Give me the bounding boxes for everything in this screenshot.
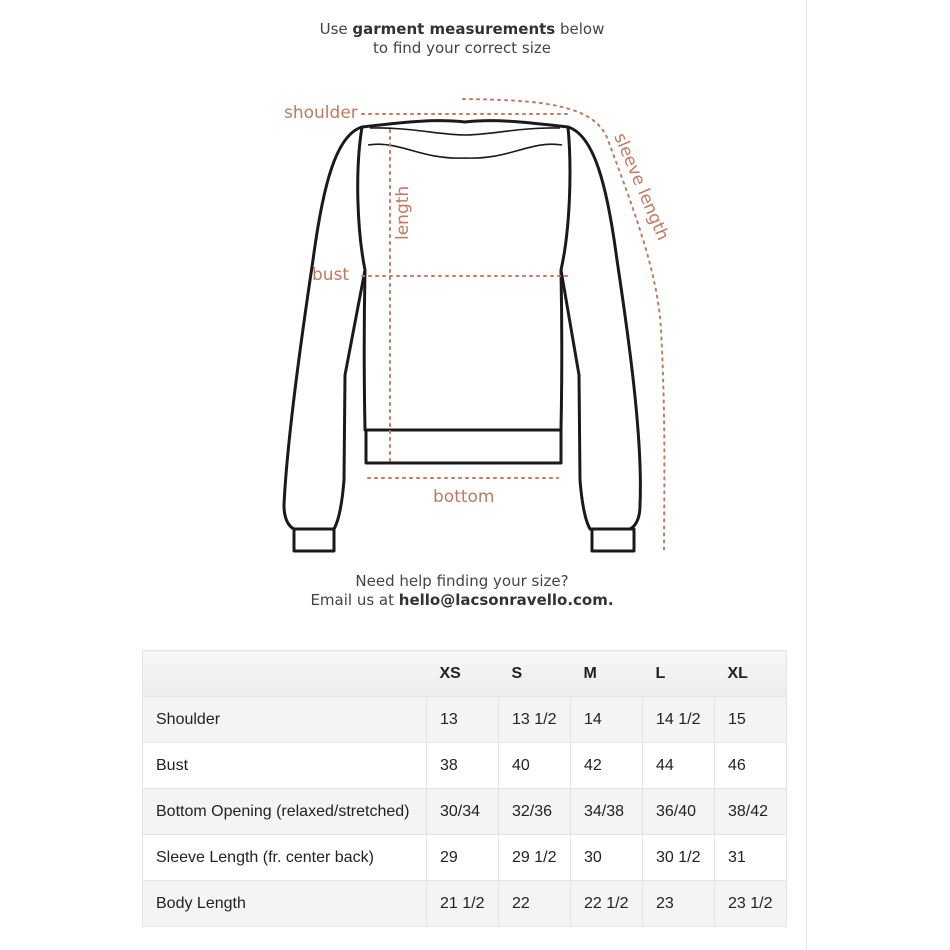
cell-value: 14 1/2 xyxy=(643,697,715,743)
cell-value: 30 1/2 xyxy=(643,835,715,881)
left-sleeve xyxy=(284,127,365,529)
shoulder-label: shoulder xyxy=(284,103,358,123)
size-header-l: L xyxy=(643,651,715,697)
bottom-band xyxy=(366,430,561,463)
cell-value: 46 xyxy=(715,743,787,789)
help-line-1: Need help finding your size? xyxy=(355,572,569,590)
intro-line-2: to find your correct size xyxy=(373,39,551,57)
size-header-row xyxy=(143,651,787,697)
table-row xyxy=(143,743,787,789)
cell-value: 13 xyxy=(427,697,499,743)
cell-value: 40 xyxy=(499,743,571,789)
cell-value: 30/34 xyxy=(427,789,499,835)
size-header-xl: XL xyxy=(715,651,787,697)
cell-value: 36/40 xyxy=(643,789,715,835)
row-label: Bust xyxy=(143,743,427,789)
cell-value: 22 xyxy=(499,881,571,927)
cell-value: 13 1/2 xyxy=(499,697,571,743)
help-text xyxy=(262,572,662,610)
size-chart-table xyxy=(142,650,787,927)
length-label: length xyxy=(393,185,413,240)
row-label: Sleeve Length (fr. center back) xyxy=(143,835,427,881)
size-header-blank xyxy=(143,651,427,697)
help-email-link[interactable]: hello@lacsonravello.com. xyxy=(398,591,614,609)
intro-bold: garment measurements xyxy=(352,20,556,38)
cell-value: 42 xyxy=(571,743,643,789)
bust-label: bust xyxy=(312,265,350,285)
cell-value: 29 xyxy=(427,835,499,881)
table-row xyxy=(143,835,787,881)
sleeve-length-label: sleeve length xyxy=(609,130,673,244)
cell-value: 23 1/2 xyxy=(715,881,787,927)
cell-value: 34/38 xyxy=(571,789,643,835)
right-cuff xyxy=(592,529,634,551)
table-row xyxy=(143,697,787,743)
cell-value: 22 1/2 xyxy=(571,881,643,927)
cell-value: 15 xyxy=(715,697,787,743)
table-row xyxy=(143,789,787,835)
size-header-xs: XS xyxy=(427,651,499,697)
cell-value: 32/36 xyxy=(499,789,571,835)
intro-suffix: below xyxy=(555,20,605,38)
help-prefix: Email us at xyxy=(310,591,399,609)
cell-value: 44 xyxy=(643,743,715,789)
row-label: Body Length xyxy=(143,881,427,927)
cell-value: 14 xyxy=(571,697,643,743)
help-line-2 xyxy=(262,591,662,610)
intro-prefix: Use xyxy=(319,20,353,38)
cell-value: 38/42 xyxy=(715,789,787,835)
table-row xyxy=(143,881,787,927)
right-sleeve xyxy=(561,127,640,529)
row-label: Shoulder xyxy=(143,697,427,743)
cell-value: 23 xyxy=(643,881,715,927)
cell-value: 38 xyxy=(427,743,499,789)
size-header-s: S xyxy=(499,651,571,697)
left-cuff xyxy=(294,529,334,551)
cell-value: 30 xyxy=(571,835,643,881)
cell-value: 29 1/2 xyxy=(499,835,571,881)
cell-value: 31 xyxy=(715,835,787,881)
size-header-m: M xyxy=(571,651,643,697)
row-label: Bottom Opening (relaxed/stretched) xyxy=(143,789,427,835)
cell-value: 21 1/2 xyxy=(427,881,499,927)
bottom-label: bottom xyxy=(433,487,495,507)
